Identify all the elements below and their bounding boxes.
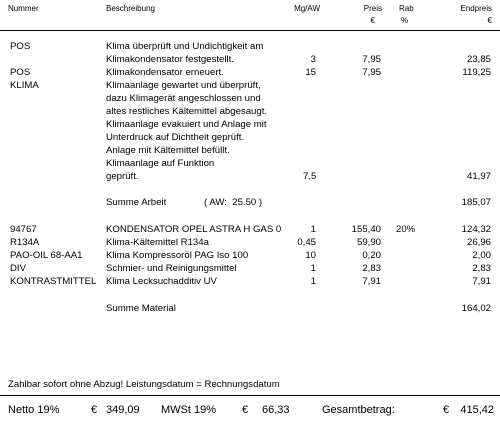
material-desc: Schmier- und Reinigungsmittel <box>106 263 237 274</box>
labor-item1-desc-line: Klima überprüft und Undichtigkeit am <box>106 41 264 52</box>
payment-note: Zahlbar sofort ohne Abzug! Leistungsdatum = Rechnungsdatum <box>8 379 280 390</box>
netto-label: Netto 19% <box>8 404 60 416</box>
material-nummer: R134A <box>10 237 40 248</box>
material-total: 2,83 <box>472 263 491 274</box>
labor-item2-nummer: POS <box>10 67 31 78</box>
material-nummer: KONTRASTMITTEL <box>10 276 97 287</box>
header-endpreis-unit: € <box>487 16 492 25</box>
labor-item2-qty2: 7,5 <box>303 171 317 182</box>
header-nummer: Nummer <box>8 4 39 13</box>
gesamt-currency: € <box>443 404 450 416</box>
labor-item2-desc-line: Klimakondensator erneuert. <box>106 67 224 78</box>
header-mg-aw: Mg/AW <box>294 4 320 13</box>
summe-arbeit-aw: ( AW: 25.50 ) <box>204 197 263 208</box>
gesamt-label: Gesamtbetrag: <box>322 404 395 416</box>
labor-item1-desc-line: Klimakondensator festgestellt. <box>106 54 234 65</box>
netto-value: 349,09 <box>106 404 140 416</box>
header-rab: Rab <box>399 4 414 13</box>
material-nummer: PAO-OIL 68-AA1 <box>10 250 83 261</box>
header-divider <box>0 30 500 31</box>
labor-item2-qty1: 15 <box>305 67 316 78</box>
material-nummer: 94767 <box>10 224 37 235</box>
material-price: 2,83 <box>362 263 381 274</box>
material-qty: 1 <box>310 263 316 274</box>
header-endpreis: Endpreis <box>460 4 492 13</box>
mwst-value: 66,33 <box>262 404 290 416</box>
labor-item1-price: 7,95 <box>362 54 381 65</box>
labor-item2-desc-line: Unterdruck auf Dichtheit geprüft. <box>106 132 245 143</box>
gesamt-value: 415,42 <box>460 404 494 416</box>
mwst-label: MWSt 19% <box>161 404 217 416</box>
labor-item2-desc-line: altes restliches Kältemittel abgesaugt. <box>106 106 268 117</box>
material-qty: 10 <box>305 250 316 261</box>
header-rab-unit: % <box>401 16 409 25</box>
header-preis: Preis <box>363 4 382 13</box>
material-qty: 1 <box>310 276 316 287</box>
labor-item2-desc-line: Klimaanlage evakuiert und Anlage mit <box>106 119 267 130</box>
material-qty: 0,45 <box>297 237 316 248</box>
material-total: 7,91 <box>472 276 491 287</box>
labor-item2-total1: 119,25 <box>462 67 491 78</box>
material-total: 124,32 <box>461 224 491 235</box>
material-total: 2,00 <box>472 250 491 261</box>
labor-item1-nummer: POS <box>10 41 31 52</box>
footer-divider <box>0 395 500 396</box>
labor-item2-desc-line: Anlage mit Kältemittel befüllt. <box>106 145 230 156</box>
labor-item2-desc-line: Klimaanlage auf Funktion <box>106 158 215 169</box>
material-price: 155,40 <box>351 224 381 235</box>
labor-item1-total: 23,85 <box>466 54 491 65</box>
material-desc: Klima-Kältemittel R134a <box>106 237 209 248</box>
material-price: 59,90 <box>356 237 381 248</box>
labor-item2-desc-line: geprüft. <box>106 171 139 182</box>
material-total: 26,96 <box>466 237 491 248</box>
summe-arbeit-label: Summe Arbeit <box>106 197 167 208</box>
material-desc: KONDENSATOR OPEL ASTRA H GAS 0 <box>106 224 282 235</box>
netto-currency: € <box>91 404 98 416</box>
summe-material-total: 164,02 <box>461 303 491 314</box>
material-nummer: DIV <box>10 263 26 274</box>
labor-item2-desc-line: Klimaanlage gewartet und überprüft, <box>106 80 261 91</box>
labor-item2-nummer2: KLIMA <box>10 80 39 91</box>
labor-item2-total2: 41,97 <box>466 171 491 182</box>
material-qty: 1 <box>310 224 316 235</box>
material-price: 0,20 <box>362 250 381 261</box>
labor-item2-desc-line: dazu Klimagerät angeschlossen und <box>106 93 261 104</box>
mwst-currency: € <box>242 404 249 416</box>
labor-item2-price1: 7,95 <box>362 67 381 78</box>
summe-arbeit-total: 185,07 <box>461 197 491 208</box>
summe-material-label: Summe Material <box>106 303 176 314</box>
header-preis-unit: € <box>370 16 375 25</box>
labor-item1-qty: 3 <box>310 54 316 65</box>
material-desc: Klima Kompressoröl PAG Iso 100 <box>106 250 249 261</box>
header-beschreibung: Beschreibung <box>106 4 155 13</box>
material-desc: Klima Lecksuchadditiv UV <box>106 276 217 287</box>
material-price: 7,91 <box>362 276 381 287</box>
material-rab: 20% <box>396 224 416 235</box>
